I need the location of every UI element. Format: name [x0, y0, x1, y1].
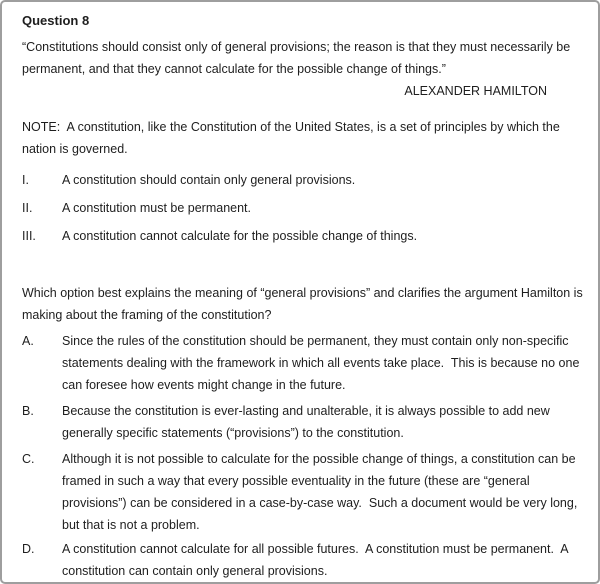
statement-numeral-3: III. — [22, 229, 36, 243]
option-letter-b: B. — [22, 404, 34, 418]
answer-option-b — [22, 400, 588, 444]
quote-text: “Constitutions should consist only of general provisions; the reason is that they must necessarily be permanent, and that they cannot calculate for the possible change of things.” — [22, 40, 574, 76]
question-stem: Which option best explains the meaning of “general provisions” and clarifies the argument Hamilton is making about the framing of the constitution? — [22, 286, 587, 322]
statements-list — [22, 169, 588, 247]
option-letter-c: C. — [22, 452, 35, 466]
option-text-d: A constitution cannot calculate for all possible futures. A constitution must be permanent. A constitution can contain only general provisions. — [62, 542, 572, 578]
question-title: Question 8 — [22, 13, 90, 28]
note-text: NOTE: A constitution, like the Constitution of the United States, is a set of principles by which the nation is governed. — [22, 120, 564, 156]
statement-numeral-1: I. — [22, 173, 29, 187]
answer-options-list — [22, 330, 588, 582]
quote-attribution: ALEXANDER HAMILTON — [404, 84, 547, 98]
option-letter-d: D. — [22, 542, 35, 556]
statement-item-1 — [22, 169, 588, 191]
statement-text-2: A constitution must be permanent. — [62, 201, 251, 215]
option-text-c: Although it is not possible to calculate for the possible change of things, a constitution can be framed in such a way that every possible eventuality in the future (these are “general provisions”) can be considered in a case-by-case way. Such a document would be very long, but that is not a problem. — [62, 452, 581, 532]
statement-item-3 — [22, 225, 588, 247]
statement-text-1: A constitution should contain only general provisions. — [62, 173, 356, 187]
statement-numeral-2: II. — [22, 201, 33, 215]
statement-text-3: A constitution cannot calculate for the possible change of things. — [62, 229, 418, 243]
answer-option-c — [22, 448, 588, 536]
option-letter-a: A. — [22, 334, 34, 348]
option-text-a: Since the rules of the constitution should be permanent, they must contain only non-specific statements dealing with the framework in which all events take place. This is because no one can foresee how events might change in the future. — [62, 334, 583, 392]
answer-option-a — [22, 330, 588, 396]
answer-option-d — [22, 538, 588, 582]
option-text-b: Because the constitution is ever-lasting and unalterable, it is always possible to add new generally specific statements (“provisions”) to the constitution. — [62, 404, 554, 440]
statement-item-2 — [22, 197, 588, 219]
